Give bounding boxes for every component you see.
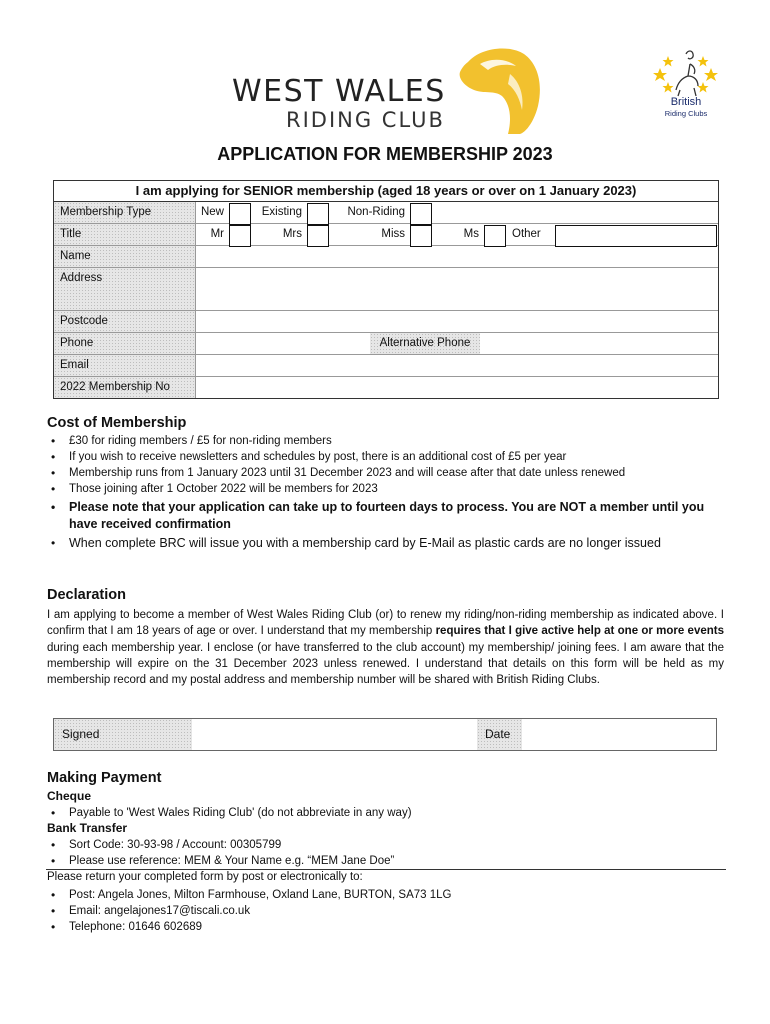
option-non-riding-label: Non-Riding xyxy=(347,206,405,218)
signed-label: Signed xyxy=(54,719,192,750)
list-item: • Membership runs from 1 January 2023 until 31 December 2023 and will cease after that date unless renewed xyxy=(47,465,727,481)
brc-line2: Riding Clubs xyxy=(664,109,708,118)
list-item: • Telephone: 01646 602689 xyxy=(47,919,727,935)
prev-membership-row[interactable] xyxy=(54,377,718,398)
email-row[interactable] xyxy=(54,355,718,377)
return-instructions: Please return your completed form by post or electronically to: xyxy=(47,871,363,883)
cheque-list xyxy=(47,805,727,821)
signature-field[interactable] xyxy=(193,719,473,750)
divider xyxy=(46,869,726,870)
bank-transfer-label: Bank Transfer xyxy=(47,821,128,835)
declaration-text-part2: during each membership year. I enclose (or have transferred to the club account) my membership/ joining fees. I am aware that the membership will expire on the 31 December 2023 unless renewed. I understand that details on this form will be held as my membership record and my postal address and membership number will be shared with British Riding Clubs. xyxy=(47,641,724,687)
club-logo-line2: RIDING CLUB xyxy=(286,108,445,132)
membership-type-label: Membership Type xyxy=(54,202,196,223)
new-checkbox[interactable] xyxy=(229,203,251,225)
phone-label: Phone xyxy=(54,333,196,354)
existing-checkbox[interactable] xyxy=(307,203,329,225)
membership-type-row xyxy=(54,202,718,224)
membership-form xyxy=(53,180,719,399)
declaration-text-bold: requires that I give active help at one or more events xyxy=(435,625,724,638)
other-title-field[interactable] xyxy=(555,225,717,247)
form-heading: I am applying for SENIOR membership (aged 18 years or over on 1 January 2023) xyxy=(54,181,718,202)
bank-list xyxy=(47,837,727,869)
declaration-text xyxy=(47,607,724,688)
cheque-label: Cheque xyxy=(47,789,92,803)
mrs-checkbox[interactable] xyxy=(307,225,329,247)
list-item: • Post: Angela Jones, Milton Farmhouse, Oxland Lane, BURTON, SA73 1LG xyxy=(47,887,727,903)
cost-list xyxy=(47,433,727,552)
club-logo-line1: WEST WALES xyxy=(232,74,446,109)
date-field[interactable] xyxy=(523,719,716,750)
signature-box xyxy=(53,718,717,751)
list-item: • Sort Code: 30-93-98 / Account: 00305799 xyxy=(47,837,727,853)
name-row[interactable] xyxy=(54,246,718,268)
phone-row[interactable] xyxy=(54,333,718,355)
mr-checkbox[interactable] xyxy=(229,225,251,247)
option-new-label: New xyxy=(200,206,224,218)
declaration-text-part1: I am applying to become a member of West Wales Riding Club (or) to renew my riding/non-riding membership as indicated above. I confirm that I am 18 years of age or over. I understand that my membership xyxy=(47,609,724,638)
list-item: • £30 for riding members / £5 for non-riding members xyxy=(47,433,727,449)
option-existing-label: Existing xyxy=(261,206,302,218)
date-label: Date xyxy=(477,719,522,750)
option-mr-label: Mr xyxy=(210,228,224,240)
cost-heading: Cost of Membership xyxy=(47,415,187,431)
option-ms-label: Ms xyxy=(463,228,479,240)
list-item: • When complete BRC will issue you with a membership card by E-Mail as plastic cards are no longer issued xyxy=(47,535,727,552)
postcode-label: Postcode xyxy=(54,311,196,332)
name-label: Name xyxy=(54,246,196,267)
brc-line1: British xyxy=(670,96,702,108)
option-other-label: Other xyxy=(512,228,541,240)
address-row[interactable] xyxy=(54,268,718,311)
email-label: Email xyxy=(54,355,196,376)
prev-membership-label: 2022 Membership No xyxy=(54,377,196,398)
declaration-heading: Declaration xyxy=(47,587,126,603)
ms-checkbox[interactable] xyxy=(484,225,506,247)
option-mrs-label: Mrs xyxy=(282,228,302,240)
title-label: Title xyxy=(54,224,196,245)
list-item: • Please use reference: MEM & Your Name e.g. “MEM Jane Doe” xyxy=(47,853,727,869)
postcode-row[interactable] xyxy=(54,311,718,333)
list-item: • Please note that your application can take up to fourteen days to process. You are NOT a member until you have received confirmation xyxy=(47,499,727,533)
alt-phone-label: Alternative Phone xyxy=(370,333,480,354)
return-list xyxy=(47,887,727,935)
non-riding-checkbox[interactable] xyxy=(410,203,432,225)
list-item: • Those joining after 1 October 2022 will be members for 2023 xyxy=(47,481,727,497)
list-item: • Email: angelajones17@tiscali.co.uk xyxy=(47,903,727,919)
horse-head-logo-icon xyxy=(450,44,545,136)
miss-checkbox[interactable] xyxy=(410,225,432,247)
british-riding-clubs-logo-icon xyxy=(648,46,723,98)
page-title: APPLICATION FOR MEMBERSHIP 2023 xyxy=(217,144,553,164)
list-item: • Payable to 'West Wales Riding Club' (do not abbreviate in any way) xyxy=(47,805,727,821)
payment-heading: Making Payment xyxy=(47,770,162,786)
title-row xyxy=(54,224,718,246)
option-miss-label: Miss xyxy=(381,228,405,240)
list-item: • If you wish to receive newsletters and schedules by post, there is an additional cost of £5 per year xyxy=(47,449,727,465)
address-label: Address xyxy=(54,268,196,310)
brc-logo-text xyxy=(655,97,717,119)
